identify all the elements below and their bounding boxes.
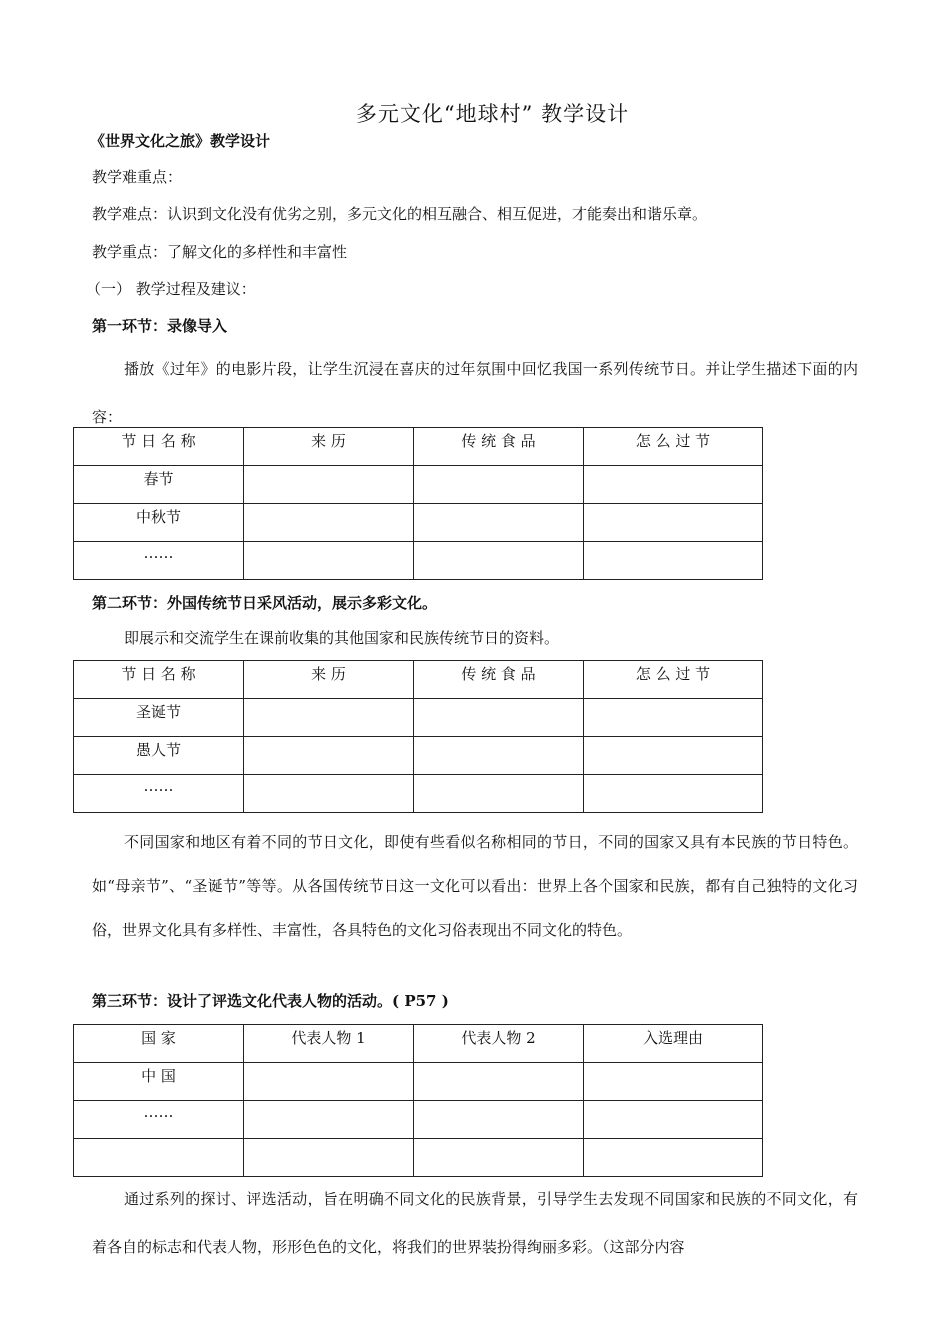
difficulty-text: 教学难点：认识到文化没有优劣之别，多元文化的相互融合、相互促进，才能奏出和谐乐章。	[92, 205, 708, 223]
table-row	[74, 1063, 763, 1101]
table-cell	[244, 542, 414, 580]
table-cell	[414, 737, 584, 775]
festival-table-domestic	[73, 427, 763, 580]
table-cell	[584, 775, 763, 813]
table-header-cell: 国 家	[74, 1025, 244, 1063]
table-header-cell: 代表人物 1	[244, 1025, 414, 1063]
table-cell	[414, 466, 584, 504]
table-cell	[244, 1139, 414, 1177]
table-cell	[584, 466, 763, 504]
table-row	[74, 775, 763, 813]
table-cell	[584, 542, 763, 580]
table-cell	[584, 737, 763, 775]
table-cell	[414, 1063, 584, 1101]
table-cell	[414, 1101, 584, 1139]
table-cell	[414, 1139, 584, 1177]
table-cell	[244, 699, 414, 737]
table-cell	[244, 466, 414, 504]
table-cell: ……	[74, 1101, 244, 1139]
table-row	[74, 1101, 763, 1139]
table-cell	[244, 775, 414, 813]
table-cell	[414, 699, 584, 737]
process-heading: （一） 教学过程及建议：	[86, 280, 256, 298]
table-row	[74, 504, 763, 542]
table-header-row	[74, 428, 763, 466]
table-cell	[244, 737, 414, 775]
table-cell: 中 国	[74, 1063, 244, 1101]
table-cell: 愚人节	[74, 737, 244, 775]
table-cell	[414, 775, 584, 813]
table-header-row	[74, 1025, 763, 1063]
table-cell	[414, 504, 584, 542]
table-row	[74, 699, 763, 737]
table-header-cell: 来 历	[244, 428, 414, 466]
page-title: 多元文化“地球村” 教学设计	[355, 102, 630, 126]
table-header-cell: 怎 么 过 节	[584, 661, 763, 699]
section3-paragraph: 通过系列的探讨、评选活动，旨在明确不同文化的民族背景，引导学生去发现不同国家和民族的不同文化，有着各自的标志和代表人物，形形色色的文化，将我们的世界装扮得绚丽多彩。（这部分内容	[92, 1190, 858, 1256]
table-header-cell: 节 日 名 称	[74, 661, 244, 699]
table-row	[74, 737, 763, 775]
table-cell	[74, 1139, 244, 1177]
table-header-cell: 节 日 名 称	[74, 428, 244, 466]
table-header-cell: 代表人物 2	[414, 1025, 584, 1063]
key-points-heading: 教学难重点：	[92, 168, 183, 186]
table-header-cell: 传 统 食 品	[414, 661, 584, 699]
section2-paragraph: 即展示和交流学生在课前收集的其他国家和民族传统节日的资料。	[124, 629, 560, 647]
focus-text: 教学重点：了解文化的多样性和丰富性	[92, 243, 348, 261]
table-header-cell: 怎 么 过 节	[584, 428, 763, 466]
table-cell	[414, 542, 584, 580]
document-subtitle: 《世界文化之旅》教学设计	[90, 132, 271, 150]
table-cell: 中秋节	[74, 504, 244, 542]
table-header-cell: 传 统 食 品	[414, 428, 584, 466]
table-cell	[244, 504, 414, 542]
section2-heading: 第二环节：外国传统节日采风活动，展示多彩文化。	[92, 594, 438, 612]
table-row	[74, 466, 763, 504]
section3-heading: 第三环节：设计了评选文化代表人物的活动。( P57 )	[92, 992, 449, 1010]
table-cell: ……	[74, 775, 244, 813]
table-cell	[584, 699, 763, 737]
section1-heading: 第一环节：录像导入	[92, 317, 228, 335]
table-cell: 圣诞节	[74, 699, 244, 737]
table-row	[74, 1139, 763, 1177]
cultural-figures-table	[73, 1024, 763, 1177]
table-cell: ……	[74, 542, 244, 580]
table-header-cell: 入选理由	[584, 1025, 763, 1063]
table-cell	[584, 1139, 763, 1177]
festival-table-foreign	[73, 660, 763, 813]
section1-paragraph: 播放《过年》的电影片段，让学生沉浸在喜庆的过年氛围中回忆我国一系列传统节日。并让学生描述下面的内容：	[92, 360, 858, 426]
table-cell	[584, 1063, 763, 1101]
section2-summary-paragraph: 不同国家和地区有着不同的节日文化，即使有些看似名称相同的节日，不同的国家又具有本民族的节日特色。如“母亲节”、“圣诞节”等等。从各国传统节日这一文化可以看出：世界上各个国家和民族，都有自己独特的文化习俗，世界文化具有多样性、丰富性，各具特色的文化习俗表现出不同文化的特色。	[92, 833, 858, 939]
table-cell	[584, 504, 763, 542]
table-cell: 春节	[74, 466, 244, 504]
table-cell	[584, 1101, 763, 1139]
table-header-cell: 来 历	[244, 661, 414, 699]
table-header-row	[74, 661, 763, 699]
table-row	[74, 542, 763, 580]
table-cell	[244, 1063, 414, 1101]
table-cell	[244, 1101, 414, 1139]
